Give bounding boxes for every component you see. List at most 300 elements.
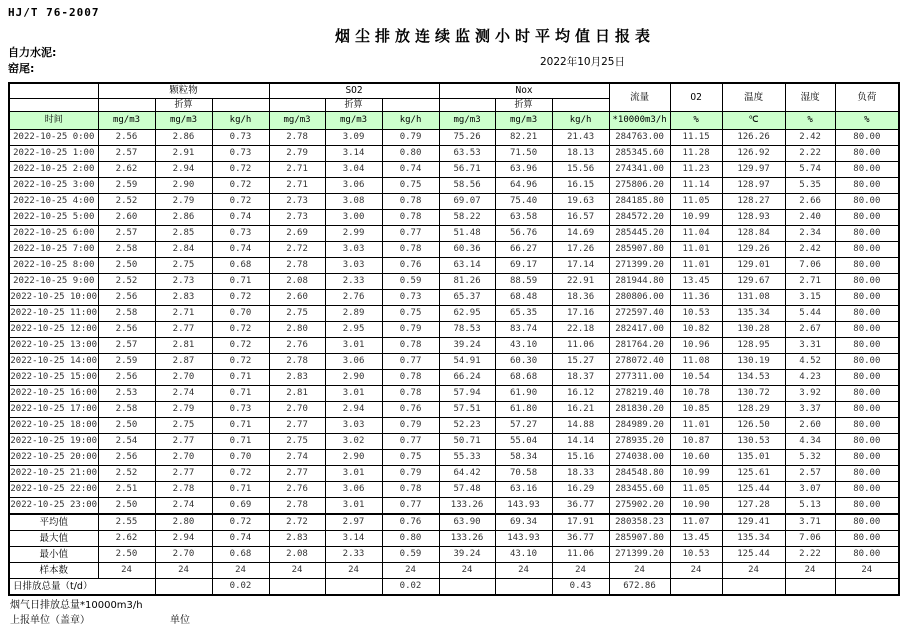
value-cell: 80.00 xyxy=(835,258,899,274)
time-cell: 2022-10-25 13:00 xyxy=(9,338,98,354)
unit-cell: % xyxy=(835,112,899,130)
hour-row xyxy=(9,258,899,274)
value-cell: 2.56 xyxy=(98,322,155,338)
value-cell: 2.60 xyxy=(98,210,155,226)
value-cell: 129.97 xyxy=(722,162,785,178)
unit-cell: mg/m3 xyxy=(155,112,212,130)
value-cell: 2.77 xyxy=(155,434,212,450)
time-cell: 2022-10-25 4:00 xyxy=(9,194,98,210)
time-cell: 2022-10-25 17:00 xyxy=(9,402,98,418)
value-cell: 17.91 xyxy=(552,514,609,531)
value-cell: 135.34 xyxy=(722,306,785,322)
value-cell: 0.70 xyxy=(212,450,269,466)
unit-cell: ℃ xyxy=(722,112,785,130)
value-cell: 2.91 xyxy=(155,146,212,162)
value-cell: 3.31 xyxy=(785,338,835,354)
value-cell: 80.00 xyxy=(835,210,899,226)
value-cell: 274341.00 xyxy=(609,162,670,178)
value-cell: 128.29 xyxy=(722,402,785,418)
value-cell: 11.14 xyxy=(670,178,722,194)
value-cell: 5.44 xyxy=(785,306,835,322)
blank-cell xyxy=(269,99,325,112)
value-cell: 43.10 xyxy=(495,338,552,354)
value-cell: 0.75 xyxy=(382,450,439,466)
value-cell: 2.22 xyxy=(785,146,835,162)
value-cell: 2.87 xyxy=(155,354,212,370)
value-cell: 2.42 xyxy=(785,242,835,258)
value-cell: 80.00 xyxy=(835,306,899,322)
value-cell: 129.01 xyxy=(722,258,785,274)
value-cell: 2.86 xyxy=(155,210,212,226)
group-header-row xyxy=(9,83,899,99)
value-cell: 3.09 xyxy=(325,130,382,146)
value-cell: 75.26 xyxy=(439,130,495,146)
unit-cell: mg/m3 xyxy=(325,112,382,130)
value-cell: 0.75 xyxy=(382,178,439,194)
value-cell: 24 xyxy=(609,563,670,579)
time-cell: 2022-10-25 1:00 xyxy=(9,146,98,162)
value-cell: 66.27 xyxy=(495,242,552,258)
value-cell: 2.58 xyxy=(98,402,155,418)
value-cell: 2.77 xyxy=(155,322,212,338)
value-cell: 0.72 xyxy=(212,290,269,306)
value-cell: 11.28 xyxy=(670,146,722,162)
hour-row xyxy=(9,210,899,226)
value-cell: 10.96 xyxy=(670,338,722,354)
value-cell: 2.78 xyxy=(269,130,325,146)
value-cell: 0.77 xyxy=(382,226,439,242)
value-cell: 129.26 xyxy=(722,242,785,258)
value-cell: 15.16 xyxy=(552,450,609,466)
value-cell: 24 xyxy=(155,563,212,579)
value-cell: 0.02 xyxy=(382,579,439,596)
value-cell: 2.66 xyxy=(785,194,835,210)
value-cell: 78.53 xyxy=(439,322,495,338)
value-cell: 143.93 xyxy=(495,531,552,547)
value-cell: 2.56 xyxy=(98,130,155,146)
value-cell: 56.76 xyxy=(495,226,552,242)
time-cell: 2022-10-25 18:00 xyxy=(9,418,98,434)
value-cell: 0.71 xyxy=(212,482,269,498)
hour-row xyxy=(9,354,899,370)
value-cell: 24 xyxy=(722,563,785,579)
value-cell: 80.00 xyxy=(835,434,899,450)
value-cell: 11.06 xyxy=(552,547,609,563)
col-humidity: 湿度 xyxy=(785,83,835,112)
value-cell: 80.00 xyxy=(835,466,899,482)
value-cell: 62.95 xyxy=(439,306,495,322)
value-cell: 2.60 xyxy=(269,290,325,306)
value-cell: 0.73 xyxy=(382,290,439,306)
value-cell: 2.50 xyxy=(98,258,155,274)
value-cell: 125.44 xyxy=(722,547,785,563)
daily-total-label: 日排放总量（t/d） xyxy=(9,579,155,596)
value-cell: 0.72 xyxy=(212,162,269,178)
value-cell: 7.06 xyxy=(785,258,835,274)
value-cell: 3.07 xyxy=(785,482,835,498)
value-cell: 2.42 xyxy=(785,130,835,146)
value-cell: 0.71 xyxy=(212,418,269,434)
value-cell: 10.90 xyxy=(670,498,722,514)
value-cell: 80.00 xyxy=(835,402,899,418)
value-cell: 0.72 xyxy=(212,178,269,194)
value-cell: 2.90 xyxy=(325,370,382,386)
value-cell: 129.67 xyxy=(722,274,785,290)
value-cell: 2.89 xyxy=(325,306,382,322)
value-cell: 60.36 xyxy=(439,242,495,258)
unit-cell: *10000m3/h xyxy=(609,112,670,130)
value-cell: 63.53 xyxy=(439,146,495,162)
hourly-rows xyxy=(9,130,899,525)
value-cell: 2.74 xyxy=(269,450,325,466)
value-cell: 2.52 xyxy=(98,274,155,290)
value-cell: 2.90 xyxy=(325,450,382,466)
value-cell: 2.90 xyxy=(155,178,212,194)
value-cell: 17.14 xyxy=(552,258,609,274)
summary-label-cell: 最小值 xyxy=(9,547,98,563)
value-cell: 2.76 xyxy=(269,338,325,354)
value-cell: 131.08 xyxy=(722,290,785,306)
time-cell: 2022-10-25 9:00 xyxy=(9,274,98,290)
value-cell: 0.76 xyxy=(382,258,439,274)
hour-row xyxy=(9,322,899,338)
value-cell: 127.28 xyxy=(722,498,785,514)
value-cell: 80.00 xyxy=(835,178,899,194)
value-cell: 2.75 xyxy=(155,258,212,274)
report-title: 烟尘排放连续监测小时平均值日报表 xyxy=(334,27,655,45)
value-cell: 24 xyxy=(670,563,722,579)
value-cell: 24 xyxy=(325,563,382,579)
value-cell: 2.57 xyxy=(98,338,155,354)
value-cell: 2.62 xyxy=(98,162,155,178)
value-cell: 2.58 xyxy=(98,306,155,322)
blank-cell xyxy=(9,99,98,112)
value-cell: 2.56 xyxy=(98,290,155,306)
value-cell: 3.01 xyxy=(325,338,382,354)
value-cell: 80.00 xyxy=(835,146,899,162)
time-cell: 2022-10-25 10:00 xyxy=(9,290,98,306)
time-cell: 2022-10-25 8:00 xyxy=(9,258,98,274)
value-cell: 283455.60 xyxy=(609,482,670,498)
value-cell: 2.80 xyxy=(269,322,325,338)
hour-row xyxy=(9,306,899,322)
value-cell: 2.78 xyxy=(155,482,212,498)
value-cell: 11.06 xyxy=(552,338,609,354)
value-cell: 2.72 xyxy=(269,514,325,531)
value-cell: 69.34 xyxy=(495,514,552,531)
value-cell: 36.77 xyxy=(552,531,609,547)
value-cell: 11.05 xyxy=(670,194,722,210)
value-cell: 2.33 xyxy=(325,274,382,290)
value-cell: 16.15 xyxy=(552,178,609,194)
value-cell: 282417.00 xyxy=(609,322,670,338)
value-cell: 125.44 xyxy=(722,482,785,498)
value-cell: 70.58 xyxy=(495,466,552,482)
hour-row xyxy=(9,178,899,194)
value-cell: 5.13 xyxy=(785,498,835,514)
value-cell: 271399.20 xyxy=(609,258,670,274)
value-cell: 2.08 xyxy=(269,547,325,563)
value-cell: 2.78 xyxy=(269,354,325,370)
time-cell: 2022-10-25 23:00 xyxy=(9,498,98,514)
time-cell: 2022-10-25 11:00 xyxy=(9,306,98,322)
value-cell: 0.77 xyxy=(382,354,439,370)
value-cell: 0.68 xyxy=(212,258,269,274)
value-cell: 80.00 xyxy=(835,386,899,402)
value-cell: 3.06 xyxy=(325,178,382,194)
value-cell: 11.36 xyxy=(670,290,722,306)
col-load: 负荷 xyxy=(835,83,899,112)
value-cell: 2.85 xyxy=(155,226,212,242)
value-cell: 128.84 xyxy=(722,226,785,242)
value-cell: 65.35 xyxy=(495,306,552,322)
value-cell: 2.50 xyxy=(98,418,155,434)
value-cell: 10.54 xyxy=(670,370,722,386)
value-cell: 0.71 xyxy=(212,386,269,402)
value-cell: 0.78 xyxy=(382,482,439,498)
value-cell: 2.79 xyxy=(269,146,325,162)
value-cell: 80.00 xyxy=(835,418,899,434)
value-cell: 11.01 xyxy=(670,258,722,274)
value-cell: 82.21 xyxy=(495,130,552,146)
report-date: 2022年10月25日 xyxy=(540,56,625,68)
unit-cell: mg/m3 xyxy=(439,112,495,130)
summary-label-cell: 样本数 xyxy=(9,563,98,579)
value-cell: 0.78 xyxy=(382,370,439,386)
unit-cell: mg/m3 xyxy=(269,112,325,130)
value-cell: 0.72 xyxy=(212,322,269,338)
value-cell: 18.37 xyxy=(552,370,609,386)
value-cell: 24 xyxy=(382,563,439,579)
value-cell: 63.96 xyxy=(495,162,552,178)
value-cell: 58.56 xyxy=(439,178,495,194)
value-cell: 3.01 xyxy=(325,466,382,482)
value-cell: 63.58 xyxy=(495,210,552,226)
value-cell: 2.73 xyxy=(269,210,325,226)
value-cell: 2.62 xyxy=(98,531,155,547)
time-cell: 2022-10-25 5:00 xyxy=(9,210,98,226)
value-cell xyxy=(495,579,552,596)
value-cell: 17.26 xyxy=(552,242,609,258)
value-cell xyxy=(325,579,382,596)
hour-row xyxy=(9,274,899,290)
value-cell: 0.71 xyxy=(212,274,269,290)
hour-row xyxy=(9,450,899,466)
value-cell: 3.37 xyxy=(785,402,835,418)
footer-reporting-unit: 上报单位（盖章） xyxy=(10,615,90,626)
value-cell: 80.00 xyxy=(835,498,899,514)
value-cell: 18.33 xyxy=(552,466,609,482)
time-cell: 2022-10-25 20:00 xyxy=(9,450,98,466)
value-cell: 24 xyxy=(439,563,495,579)
value-cell: 280358.23 xyxy=(609,514,670,531)
value-cell: 83.74 xyxy=(495,322,552,338)
value-cell: 2.50 xyxy=(98,547,155,563)
value-cell: 50.71 xyxy=(439,434,495,450)
value-cell: 278935.20 xyxy=(609,434,670,450)
time-cell: 2022-10-25 21:00 xyxy=(9,466,98,482)
value-cell: 2.60 xyxy=(785,418,835,434)
value-cell: 130.28 xyxy=(722,322,785,338)
value-cell: 0.73 xyxy=(212,226,269,242)
hour-row xyxy=(9,482,899,498)
value-cell: 19.63 xyxy=(552,194,609,210)
value-cell: 80.00 xyxy=(835,322,899,338)
value-cell: 2.56 xyxy=(98,450,155,466)
value-cell: 4.34 xyxy=(785,434,835,450)
value-cell: 5.35 xyxy=(785,178,835,194)
value-cell: 0.72 xyxy=(212,338,269,354)
value-cell: 2.67 xyxy=(785,322,835,338)
value-cell: 2.58 xyxy=(98,242,155,258)
value-cell: 13.45 xyxy=(670,531,722,547)
value-cell xyxy=(785,579,835,596)
value-cell: 63.90 xyxy=(439,514,495,531)
site-label: 窑尾: xyxy=(8,62,35,75)
value-cell: 11.04 xyxy=(670,226,722,242)
value-cell: 130.19 xyxy=(722,354,785,370)
value-cell: 11.01 xyxy=(670,418,722,434)
time-cell: 2022-10-25 16:00 xyxy=(9,386,98,402)
value-cell: 272597.40 xyxy=(609,306,670,322)
value-cell: 10.85 xyxy=(670,402,722,418)
value-cell: 130.53 xyxy=(722,434,785,450)
time-cell: 2022-10-25 19:00 xyxy=(9,434,98,450)
value-cell: 88.59 xyxy=(495,274,552,290)
value-cell: 15.56 xyxy=(552,162,609,178)
value-cell: 4.23 xyxy=(785,370,835,386)
value-cell: 0.77 xyxy=(382,434,439,450)
time-cell: 2022-10-25 14:00 xyxy=(9,354,98,370)
value-cell xyxy=(670,579,722,596)
value-cell: 2.76 xyxy=(269,482,325,498)
value-cell: 0.59 xyxy=(382,547,439,563)
value-cell: 2.57 xyxy=(785,466,835,482)
value-cell: 56.71 xyxy=(439,162,495,178)
value-cell: 80.00 xyxy=(835,162,899,178)
value-cell: 3.03 xyxy=(325,418,382,434)
value-cell: 2.73 xyxy=(269,194,325,210)
value-cell: 21.43 xyxy=(552,130,609,146)
hour-row xyxy=(9,290,899,306)
value-cell: 10.53 xyxy=(670,306,722,322)
value-cell: 10.82 xyxy=(670,322,722,338)
table-header xyxy=(9,83,899,130)
value-cell: 2.50 xyxy=(98,498,155,514)
value-cell: 134.53 xyxy=(722,370,785,386)
value-cell: 2.86 xyxy=(155,130,212,146)
value-cell: 3.14 xyxy=(325,531,382,547)
value-cell: 0.77 xyxy=(382,498,439,514)
value-cell: 57.94 xyxy=(439,386,495,402)
value-cell: 16.12 xyxy=(552,386,609,402)
value-cell: 0.72 xyxy=(212,194,269,210)
unit-cell: % xyxy=(785,112,835,130)
value-cell xyxy=(155,579,212,596)
value-cell: 275806.20 xyxy=(609,178,670,194)
time-header: 时间 xyxy=(9,112,98,130)
hour-row xyxy=(9,130,899,146)
value-cell: 52.23 xyxy=(439,418,495,434)
value-cell: 0.79 xyxy=(382,322,439,338)
time-cell: 2022-10-25 2:00 xyxy=(9,162,98,178)
value-cell: 80.00 xyxy=(835,354,899,370)
value-cell: 81.26 xyxy=(439,274,495,290)
value-cell: 2.57 xyxy=(98,226,155,242)
unit-cell: kg/h xyxy=(382,112,439,130)
value-cell: 2.94 xyxy=(155,531,212,547)
value-cell: 2.84 xyxy=(155,242,212,258)
hour-row xyxy=(9,338,899,354)
value-cell xyxy=(835,579,899,596)
value-cell: 2.81 xyxy=(155,338,212,354)
value-cell: 13.45 xyxy=(670,274,722,290)
value-cell: 58.34 xyxy=(495,450,552,466)
value-cell: 278219.40 xyxy=(609,386,670,402)
value-cell: 284548.80 xyxy=(609,466,670,482)
value-cell: 2.79 xyxy=(155,402,212,418)
value-cell: 60.30 xyxy=(495,354,552,370)
time-cell: 2022-10-25 12:00 xyxy=(9,322,98,338)
value-cell: 143.93 xyxy=(495,498,552,514)
value-cell: 80.00 xyxy=(835,290,899,306)
value-cell xyxy=(439,579,495,596)
value-cell: 3.04 xyxy=(325,162,382,178)
value-cell: 22.18 xyxy=(552,322,609,338)
value-cell: 2.75 xyxy=(269,434,325,450)
value-cell: 2.77 xyxy=(269,466,325,482)
value-cell: 55.04 xyxy=(495,434,552,450)
hour-row xyxy=(9,242,899,258)
unit-cell: kg/h xyxy=(212,112,269,130)
hour-row xyxy=(9,386,899,402)
blank-cell xyxy=(212,99,269,112)
hour-row xyxy=(9,226,899,242)
value-cell: 280806.00 xyxy=(609,290,670,306)
value-cell: 2.95 xyxy=(325,322,382,338)
value-cell: 14.14 xyxy=(552,434,609,450)
value-cell: 126.26 xyxy=(722,130,785,146)
value-cell: 2.52 xyxy=(98,194,155,210)
value-cell: 2.70 xyxy=(155,547,212,563)
hour-row xyxy=(9,418,899,434)
value-cell: 10.99 xyxy=(670,466,722,482)
conv-label-pm: 折算 xyxy=(155,99,212,112)
value-cell: 271399.20 xyxy=(609,547,670,563)
summary-row xyxy=(9,563,899,579)
summary-row xyxy=(9,547,899,563)
value-cell: 281944.80 xyxy=(609,274,670,290)
value-cell: 126.92 xyxy=(722,146,785,162)
value-cell: 2.77 xyxy=(155,466,212,482)
value-cell: 2.73 xyxy=(155,274,212,290)
value-cell: 80.00 xyxy=(835,242,899,258)
value-cell: 2.78 xyxy=(269,258,325,274)
value-cell: 0.72 xyxy=(212,514,269,531)
value-cell: 80.00 xyxy=(835,338,899,354)
value-cell: 0.76 xyxy=(382,402,439,418)
blank-cell xyxy=(98,99,155,112)
value-cell: 0.79 xyxy=(382,466,439,482)
value-cell: 63.16 xyxy=(495,482,552,498)
value-cell: 2.57 xyxy=(98,146,155,162)
value-cell xyxy=(722,579,785,596)
unit-cell: mg/m3 xyxy=(98,112,155,130)
value-cell: 285345.60 xyxy=(609,146,670,162)
value-cell: 2.70 xyxy=(269,402,325,418)
value-cell: 11.01 xyxy=(670,242,722,258)
value-cell: 71.50 xyxy=(495,146,552,162)
